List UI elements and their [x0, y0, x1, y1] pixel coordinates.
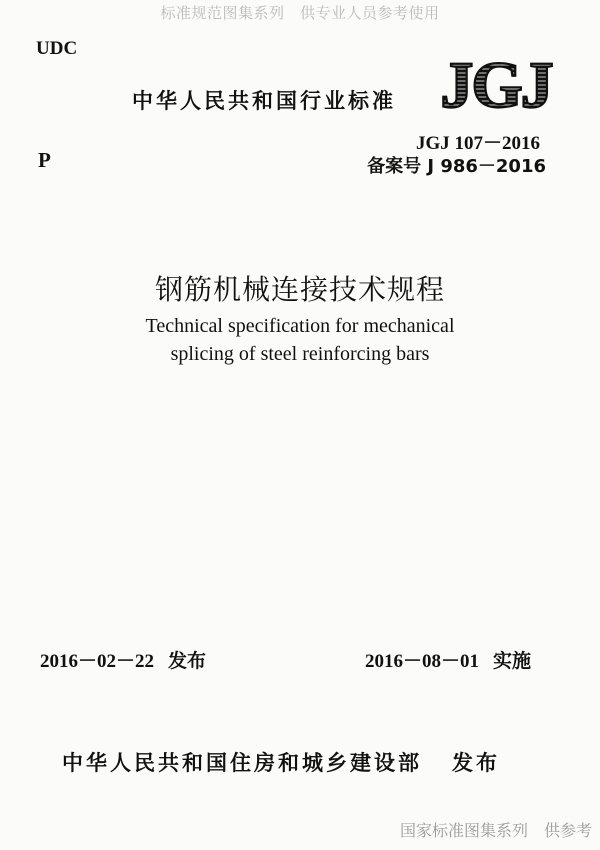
publisher-label: 发布	[452, 751, 500, 775]
issue-date: 2016－02－22	[40, 651, 155, 672]
document-title-en-line2: splicing of steel reinforcing bars	[170, 343, 430, 365]
implement-date-block	[365, 646, 531, 673]
watermark-bottom: 国家标准图集系列 供参考	[399, 821, 592, 840]
issue-date-block	[40, 646, 206, 673]
document-title-en-line1: Technical specification for mechanical	[145, 315, 455, 337]
implement-label: 实施	[493, 650, 532, 672]
industry-standard-title: 中华人民共和国行业标准	[132, 89, 396, 113]
jgj-logo	[436, 55, 556, 113]
record-number: 备案号 J 986－2016	[367, 156, 546, 177]
implement-date: 2016－08－01	[365, 651, 480, 672]
document-title-cn: 钢筋机械连接技术规程	[154, 273, 445, 306]
issue-label: 发布	[168, 650, 207, 672]
jgj-logo-text: JGJ	[440, 55, 552, 113]
standard-number: JGJ 107－2016	[415, 133, 540, 154]
watermark-top: 标准规范图集系列 供专业人员参考使用	[160, 4, 440, 22]
publisher-name: 中华人民共和国住房和城乡建设部	[62, 751, 422, 775]
publisher-block	[62, 747, 500, 777]
p-code: P	[38, 148, 51, 172]
udc-code: UDC	[36, 38, 78, 59]
